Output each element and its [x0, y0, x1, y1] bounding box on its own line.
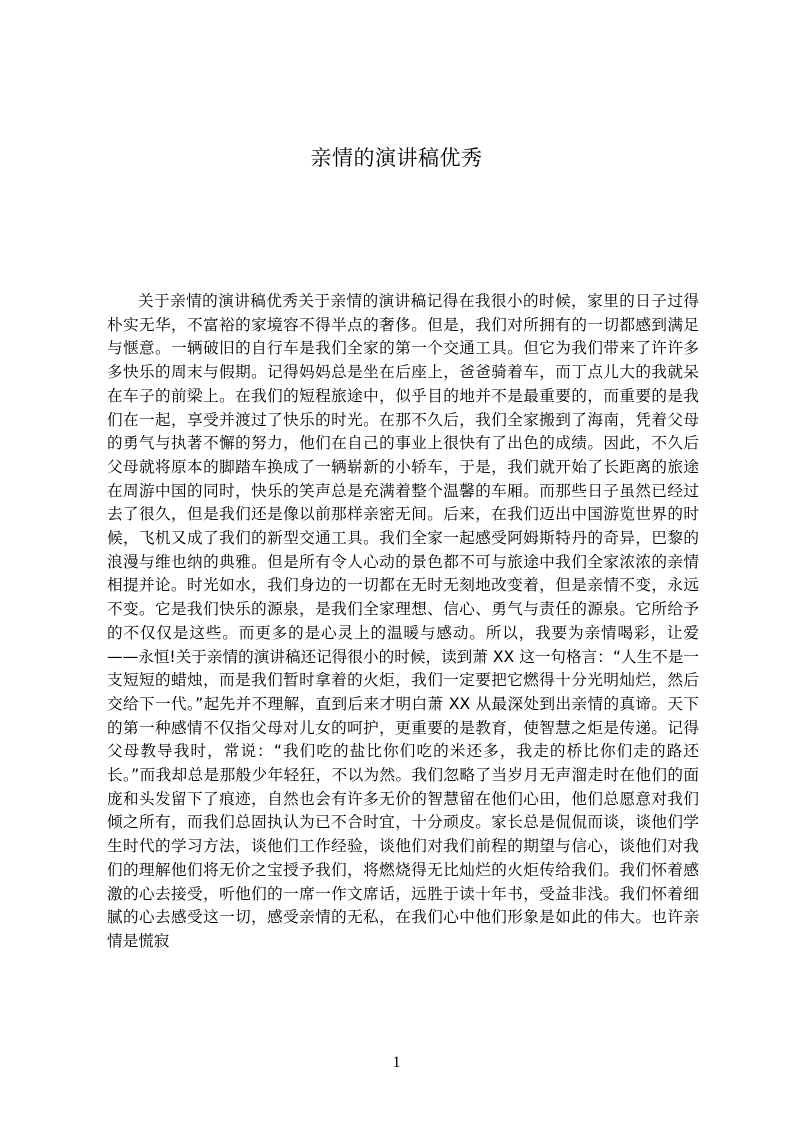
page-number: 1	[392, 1054, 401, 1071]
document-title: 亲情的演讲稿优秀	[310, 146, 483, 170]
document-body-paragraph: 关于亲情的演讲稿优秀关于亲情的演讲稿记得在我很小的时候，家里的日子过得朴实无华，不富裕的家境容不得半点的奢侈。但是，我们对所拥有的一切都感到满足与惬意。一辆破旧的自行车是我们全家的第一个交通工具。但它为我们带来了许许多多快乐的周末与假期。记得妈妈总是坐在后座上，爸爸骑着车，而丁点儿大的我就呆在车子的前梁上。在我们的短程旅途中，似乎目的地并不是最重要的，而重要的是我们在一起，享受并渡过了快乐的时光。在那不久后，我们全家搬到了海南，凭着父母的勇气与执著不懈的努力，他们在自己的事业上很快有了出色的成绩。因此，不久后父母就将原本的脚踏车换成了一辆崭新的小轿车，于是，我们就开始了长距离的旅途在周游中国的同时，快乐的笑声总是充满着整个温馨的车厢。而那些日子虽然已经过去了很久，但是我们还是像以前那样亲密无间。后来，在我们迈出中国游览世界的时候，飞机又成了我们的新型交通工具。我们全家一起感受阿姆斯特丹的奇异，巴黎的浪漫与维也纳的典雅。但是所有令人心动的景色都不可与旅途中我们全家浓浓的亲情相提并论。时光如水，我们身边的一切都在无时无刻地改变着，但是亲情不变，永远不变。它是我们快乐的源泉，是我们全家理想、信心、勇气与责任的源泉。它所给予的不仅仅是这些。而更多的是心灵上的温暖与感动。所以，我要为亲情喝彩，让爱——永恒!关于亲情的演讲稿还记得很小的时候，读到萧 XX 这一句格言：“人生不是一支短短的蜡烛，而是我们暂时拿着的火炬，我们一定要把它燃得十分光明灿烂，然后交给下一代。”起先并不理解，直到后来才明白萧 XX 从最深处到出亲情的真谛。天下的第一种感情不仅指父母对儿女的呵护，更重要的是教育，使智慧之炬是传递。记得父母教导我时，常说：“我们吃的盐比你们吃的米还多，我走的桥比你们走的路还长。”而我却总是那般少年轻狂，不以为然。我们忽略了当岁月无声溜走时在他们的面庞和头发留下了痕迹，自然也会有许多无价的智慧留在他们心田，他们总愿意对我们倾之所有，而我们总固执认为已不合时宜，十分顽皮。家长总是侃侃而谈，谈他们学生时代的学习方法，谈他们工作经验，谈他们对我们前程的期望与信心，谈他们对我们的理解他们将无价之宝授予我们，将燃烧得无比灿烂的火炬传给我们。我们怀着感激的心去接受，听他们的一席一作文席话，远胜于读十年书，受益非浅。我们怀着细腻的心去感受这一切，感受亲情的无私，在我们心中他们形象是如此的伟大。也许亲情是慌寂	[107, 292, 699, 950]
